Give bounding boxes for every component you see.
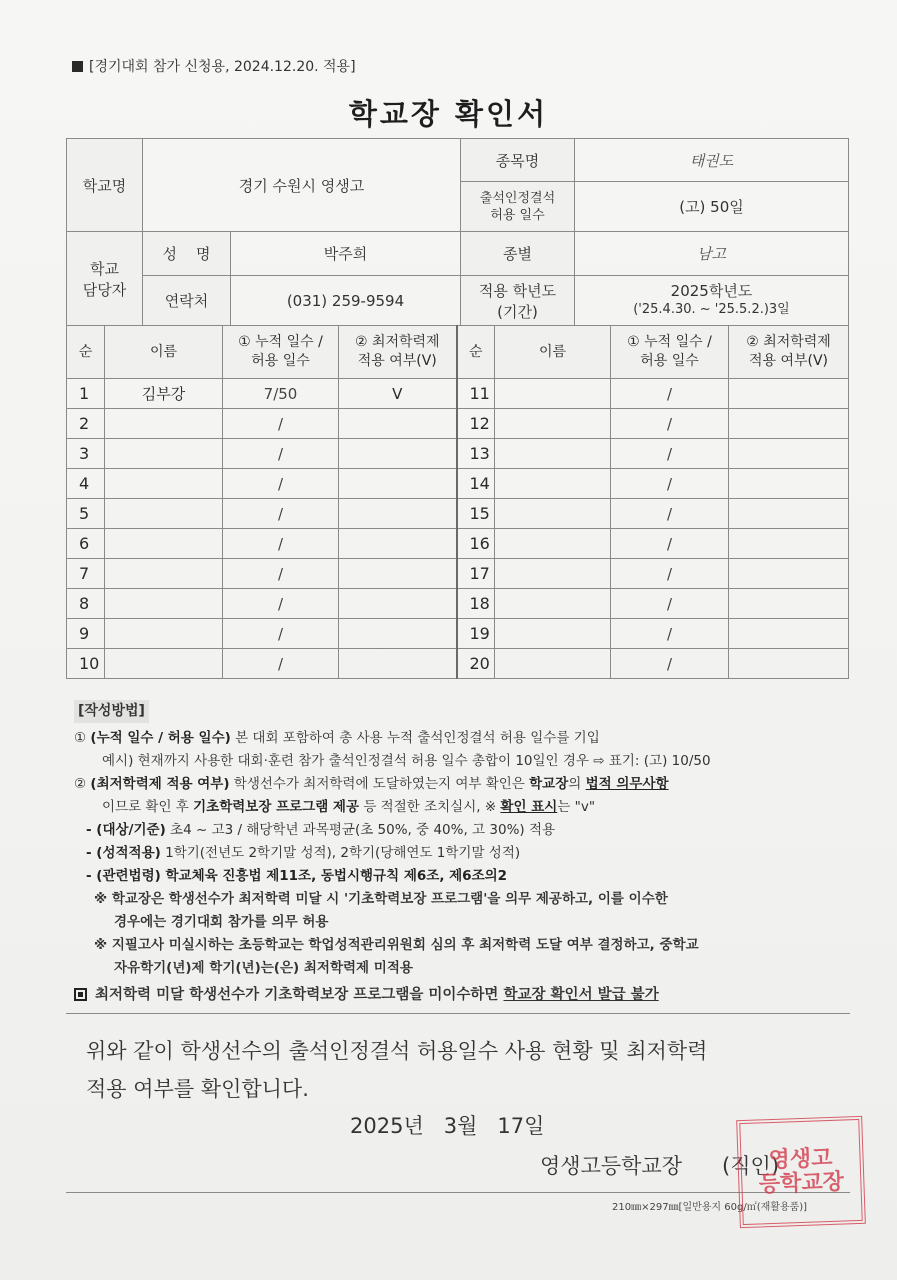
- row-flag: [729, 649, 849, 679]
- days-label: 출석인정결석 허용 일수: [461, 182, 575, 232]
- instruction-warning: 최저학력 미달 학생선수가 기초학력보장 프로그램을 미이수하면 학교장 확인서 발급 불가: [74, 984, 854, 1007]
- row-name: [105, 619, 223, 649]
- row-name: 김부강: [105, 379, 223, 409]
- instructions-heading: [작성방법]: [74, 700, 149, 723]
- row-name: [495, 409, 611, 439]
- row-days: /: [223, 589, 339, 619]
- student-list-table: [66, 325, 849, 679]
- table-row: [67, 649, 849, 679]
- row-days: 7/50: [223, 379, 339, 409]
- row-flag: [729, 619, 849, 649]
- confirmation-text: 위와 같이 학생선수의 출석인정결석 허용일수 사용 현황 및 최저학력 적용 여부를 확인합니다.: [86, 1039, 708, 1101]
- row-no: 17: [457, 559, 495, 589]
- row-no: 12: [457, 409, 495, 439]
- header-name: 이름: [105, 326, 223, 379]
- table-row: [67, 379, 849, 409]
- header-flag: ② 최저학력제 적용 여부(V): [339, 326, 457, 379]
- instruction-line: 경우에는 경기대회 참가를 의무 허용: [114, 914, 329, 930]
- instruction-line: ※ 학교장은 학생선수가 최저학력 미달 시 '기초학력보장 프로그램'을 의무 제공하고, 이를 이수한: [94, 891, 668, 907]
- row-name: [495, 649, 611, 679]
- row-name: [495, 439, 611, 469]
- row-no: 15: [457, 499, 495, 529]
- instruction-line: ※ 지필고사 미실시하는 초등학교는 학업성적관리위원회 심의 후 최저학력 도달 여부 결정하고, 중학교: [94, 937, 699, 953]
- row-flag: [729, 469, 849, 499]
- row-no: 5: [67, 499, 105, 529]
- row-no: 20: [457, 649, 495, 679]
- checkbox-mark-icon: [74, 988, 87, 1001]
- header-flag-right: ② 최저학력제 적용 여부(V): [729, 326, 849, 379]
- name-label: 성 명: [143, 232, 231, 276]
- header-no: 순: [67, 326, 105, 379]
- header-no-right: 순: [457, 326, 495, 379]
- row-name: [105, 589, 223, 619]
- row-flag: [339, 499, 457, 529]
- instruction-line: - (관련법령) 학교체육 진흥법 제11조, 동법시행규칙 제6조, 제6조의2: [86, 868, 508, 884]
- row-flag: [339, 589, 457, 619]
- table-row: [67, 559, 849, 589]
- row-name: [105, 499, 223, 529]
- row-name: [495, 379, 611, 409]
- row-days: /: [611, 619, 729, 649]
- instruction-line: - (성적적용) 1학기(전년도 2학기말 성적), 2학기(당해연도 1학기말 성적): [86, 845, 521, 861]
- row-flag: [729, 499, 849, 529]
- instruction-line: ① (누적 일수 / 허용 일수) 본 대회 포함하여 총 사용 누적 출석인정결석 허용 일수를 기입: [74, 730, 600, 746]
- row-flag: [339, 409, 457, 439]
- divider: [66, 1192, 850, 1193]
- row-days: /: [611, 559, 729, 589]
- row-name: [495, 559, 611, 589]
- row-no: 19: [457, 619, 495, 649]
- header-days: ① 누적 일수 / 허용 일수: [223, 326, 339, 379]
- row-no: 7: [67, 559, 105, 589]
- row-flag: [339, 559, 457, 589]
- list-header-row: [67, 326, 849, 379]
- row-no: 6: [67, 529, 105, 559]
- row-no: 2: [67, 409, 105, 439]
- instruction-line: 예시) 현재까지 사용한 대회·훈련 참가 출석인정결석 허용 일수 총합이 10일인 경우 ⇨ 표기: (고) 10/50: [102, 753, 711, 769]
- table-row: [67, 589, 849, 619]
- row-flag: [339, 649, 457, 679]
- square-bullet-icon: [72, 61, 83, 72]
- row-flag: [729, 559, 849, 589]
- contact-value: (031) 259-9594: [231, 276, 461, 326]
- row-no: 18: [457, 589, 495, 619]
- row-no: 10: [67, 649, 105, 679]
- row-days: /: [611, 469, 729, 499]
- issue-date: 2025년 3월 17일: [350, 1114, 545, 1138]
- table-row: [67, 529, 849, 559]
- school-value: 경기 수원시 영생고: [143, 139, 461, 232]
- document-title: 학교장 확인서: [348, 97, 549, 131]
- header-days-right: ① 누적 일수 / 허용 일수: [611, 326, 729, 379]
- row-days: /: [223, 499, 339, 529]
- paper-spec: 210㎜×297㎜[일반용지 60g/㎡(재활용품)]: [612, 1202, 808, 1213]
- gender-value: 남고: [575, 232, 849, 276]
- row-flag: [729, 589, 849, 619]
- row-flag: [339, 469, 457, 499]
- instructions: [74, 700, 854, 1007]
- table-row: [67, 619, 849, 649]
- gender-label: 종별: [461, 232, 575, 276]
- row-name: [105, 649, 223, 679]
- row-no: 9: [67, 619, 105, 649]
- row-days: /: [611, 499, 729, 529]
- row-days: /: [223, 619, 339, 649]
- row-flag: [339, 619, 457, 649]
- sport-value: 태권도: [575, 139, 849, 182]
- row-days: /: [611, 589, 729, 619]
- signer: 영생고등학교장 (직인): [540, 1154, 780, 1178]
- row-days: /: [223, 529, 339, 559]
- row-days: /: [223, 649, 339, 679]
- table-row: [67, 469, 849, 499]
- school-label: 학교명: [67, 139, 143, 232]
- row-name: [495, 589, 611, 619]
- row-flag: [729, 409, 849, 439]
- row-name: [495, 619, 611, 649]
- row-no: 8: [67, 589, 105, 619]
- row-days: /: [223, 409, 339, 439]
- row-name: [105, 409, 223, 439]
- name-value: 박주희: [231, 232, 461, 276]
- row-flag: [339, 529, 457, 559]
- row-name: [495, 529, 611, 559]
- row-days: /: [223, 439, 339, 469]
- row-no: 16: [457, 529, 495, 559]
- row-name: [105, 439, 223, 469]
- table-row: [67, 439, 849, 469]
- table-row: [67, 409, 849, 439]
- instruction-line: - (대상/기준) 초4 ~ 고3 / 해당학년 과목평균(초 50%, 중 40%, 고 30%) 적용: [86, 822, 556, 838]
- info-table: [66, 138, 849, 326]
- instruction-line: 이므로 확인 후 기초학력보장 프로그램 제공 등 적절한 조치실시, ※ 확인 표시는 "v": [102, 799, 596, 815]
- table-row: [67, 499, 849, 529]
- contact-label: 연락처: [143, 276, 231, 326]
- row-flag: V: [339, 379, 457, 409]
- instruction-line: ② (최저학력제 적용 여부) 학생선수가 최저학력에 도달하였는지 여부 확인은 학교장의 법적 의무사항: [74, 776, 669, 792]
- row-no: 4: [67, 469, 105, 499]
- year-label: 적용 학년도 (기간): [461, 276, 575, 326]
- row-flag: [729, 439, 849, 469]
- row-name: [105, 529, 223, 559]
- header-note: [경기대회 참가 신청용, 2024.12.20. 적용]: [72, 56, 356, 76]
- sport-label: 종목명: [461, 139, 575, 182]
- row-no: 11: [457, 379, 495, 409]
- row-days: /: [611, 649, 729, 679]
- row-flag: [729, 529, 849, 559]
- row-name: [105, 559, 223, 589]
- row-flag: [729, 379, 849, 409]
- manager-label: 학교 담당자: [67, 232, 143, 326]
- row-name: [495, 469, 611, 499]
- instruction-line: 자유학기(년)제 학기(년)는(은) 최저학력제 미적용: [114, 960, 413, 976]
- row-no: 13: [457, 439, 495, 469]
- row-name: [105, 469, 223, 499]
- row-days: /: [611, 439, 729, 469]
- days-value: (고) 50일: [575, 182, 849, 232]
- header-name-right: 이름: [495, 326, 611, 379]
- row-days: /: [611, 379, 729, 409]
- official-seal: 영생고 등학교장: [736, 1116, 866, 1228]
- row-days: /: [223, 469, 339, 499]
- year-value: 2025학년도 ('25.4.30. ~ '25.5.2.)3일: [575, 276, 849, 326]
- row-days: /: [611, 409, 729, 439]
- row-no: 14: [457, 469, 495, 499]
- row-no: 3: [67, 439, 105, 469]
- row-name: [495, 499, 611, 529]
- row-flag: [339, 439, 457, 469]
- row-days: /: [611, 529, 729, 559]
- divider: [66, 1013, 850, 1014]
- row-no: 1: [67, 379, 105, 409]
- list-body: [67, 379, 849, 679]
- row-days: /: [223, 559, 339, 589]
